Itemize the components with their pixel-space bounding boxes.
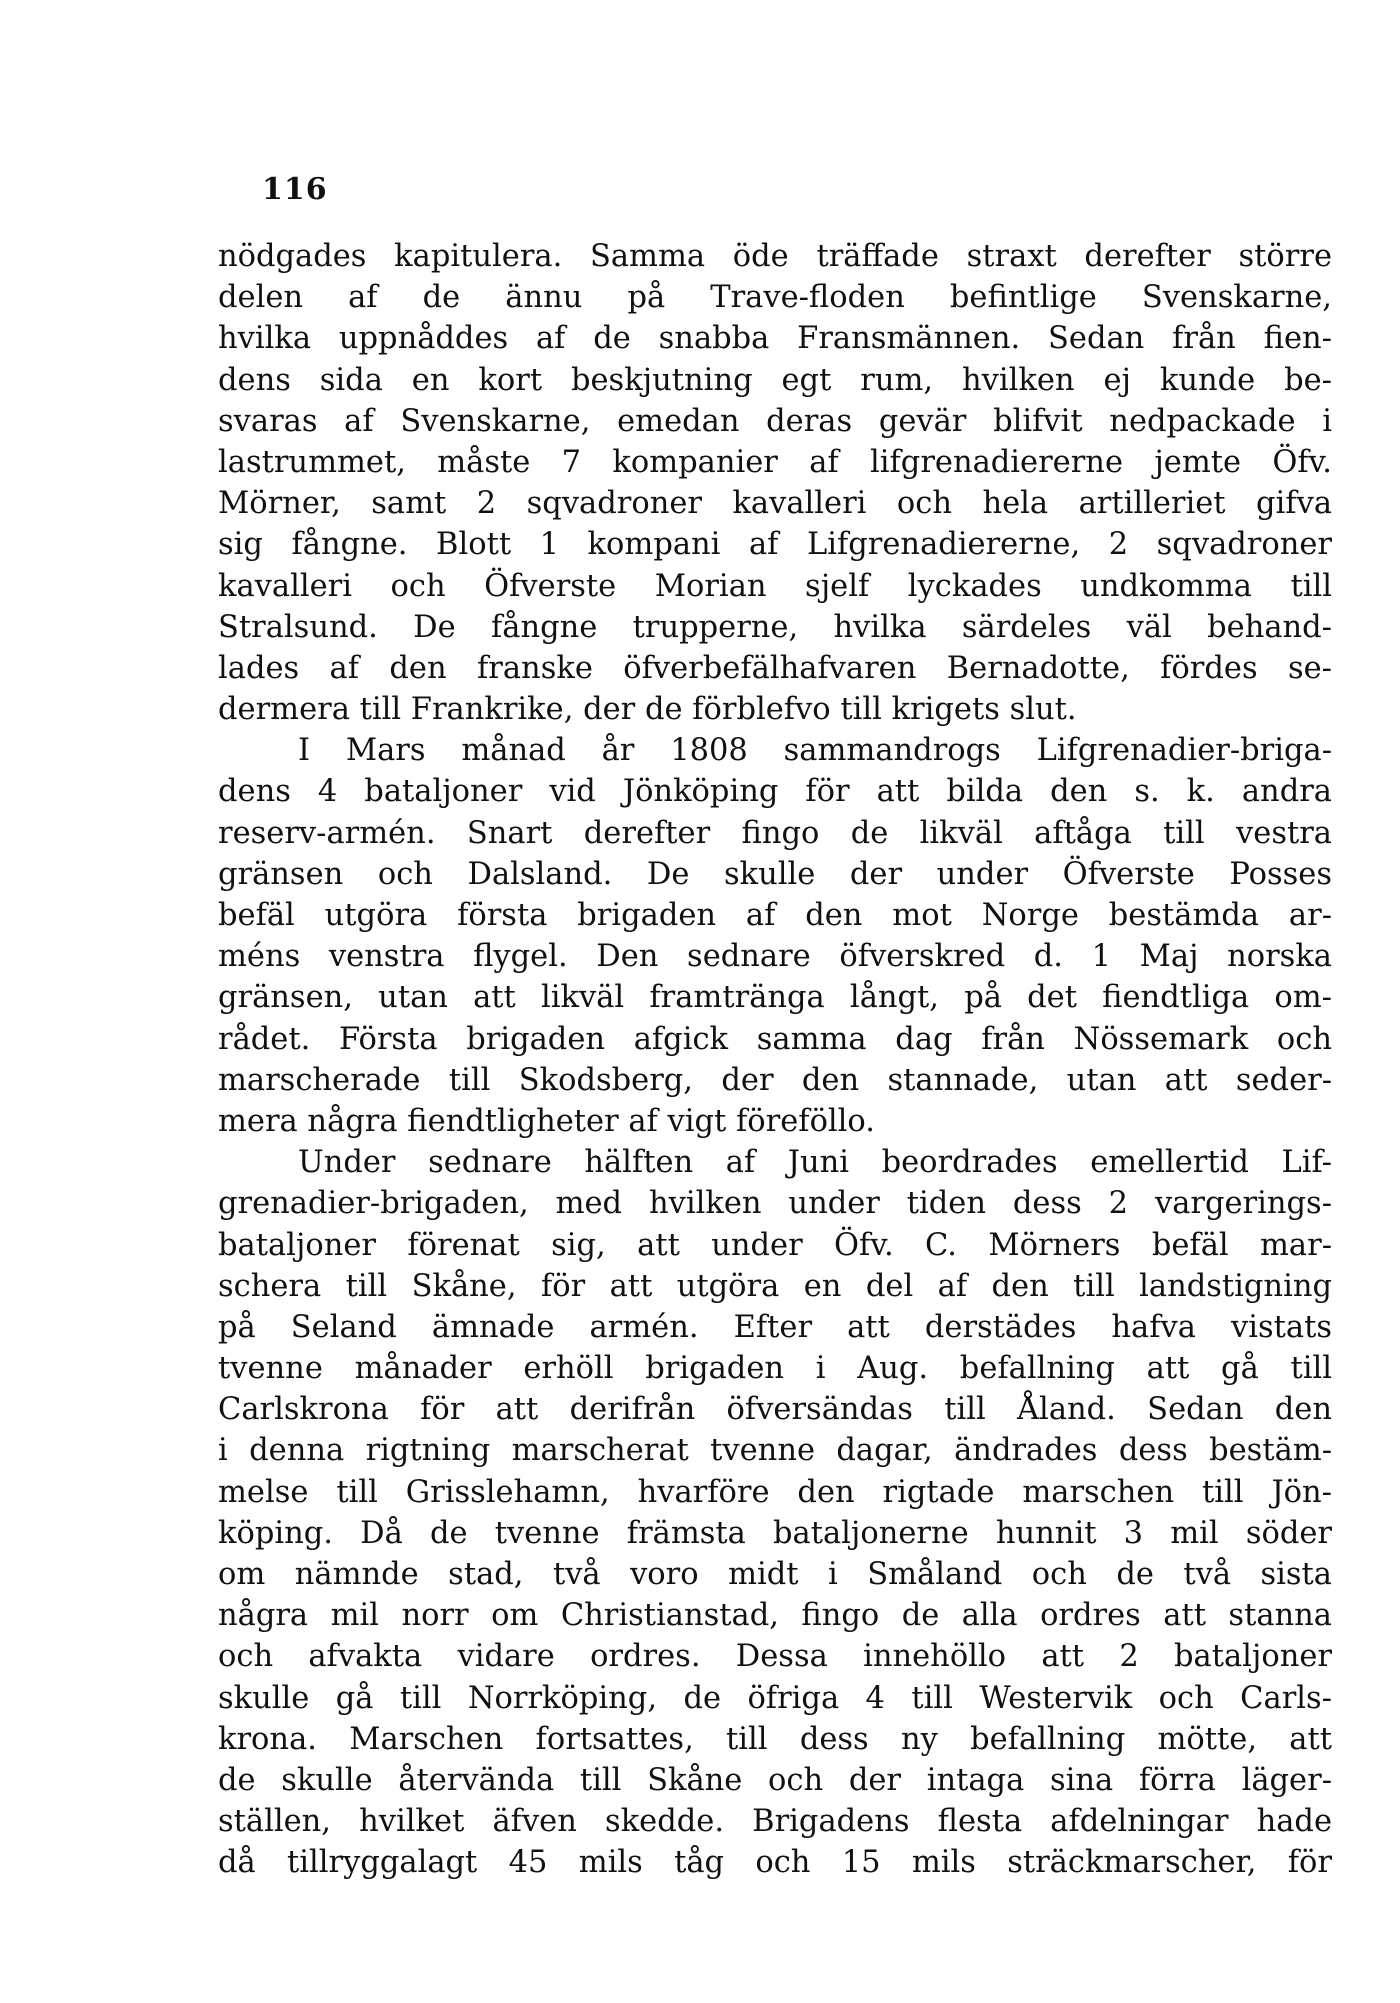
- text-line: reserv-armén. Snart derefter fingo de likväl aftåga till vestra: [218, 815, 1332, 851]
- page-number: 116: [262, 172, 328, 207]
- text-line: sig fångne. Blott 1 kompani af Lifgrenadiererne, 2 sqvadroner: [218, 527, 1332, 563]
- text-line: melse till Grisslehamn, hvarföre den rigtade marschen till Jön-: [218, 1474, 1332, 1510]
- text-line: i denna rigtning marscherat tvenne dagar, ändrades dess bestäm-: [218, 1433, 1332, 1469]
- text-line: på Seland ämnade armén. Efter att derstädes hafva vistats: [218, 1309, 1332, 1345]
- text-line: dens sida en kort beskjutning egt rum, hvilken ej kunde be-: [218, 362, 1332, 398]
- text-line: köping. Då de tvenne främsta bataljonerne hunnit 3 mil söder: [218, 1515, 1332, 1551]
- text-line: några mil norr om Christianstad, fingo de alla ordres att stanna: [218, 1598, 1332, 1634]
- text-line: I Mars månad år 1808 sammandrogs Lifgrenadier-briga-: [298, 733, 1332, 769]
- text-line: nödgades kapitulera. Samma öde träffade straxt derefter större: [218, 239, 1332, 274]
- text-line: svaras af Svenskarne, emedan deras gevär blifvit nedpackade i: [218, 403, 1332, 439]
- text-line: Under sednare hälften af Juni beordrades emellertid Lif-: [298, 1145, 1332, 1181]
- text-line: dermera till Frankrike, der de förblefvo till krigets slut.: [218, 692, 1077, 728]
- text-line: lastrummet, måste 7 kompanier af lifgrenadiererne jemte Öfv.: [218, 444, 1332, 480]
- text-line: Carlskrona för att derifrån öfversändas till Åland. Sedan den: [218, 1392, 1332, 1428]
- text-line: méns venstra flygel. Den sednare öfverskred d. 1 Maj norska: [218, 939, 1332, 975]
- text-line: schera till Skåne, för att utgöra en del af den till landstigning: [218, 1268, 1332, 1304]
- text-line: rådet. Första brigaden afgick samma dag från Nössemark och: [218, 1021, 1332, 1057]
- text-line: tvenne månader erhöll brigaden i Aug. befallning att gå till: [218, 1351, 1332, 1387]
- text-line: hvilka uppnåddes af de snabba Fransmännen. Sedan från fien-: [218, 321, 1332, 357]
- text-line: marscherade till Skodsberg, der den stannade, utan att seder-: [218, 1062, 1332, 1098]
- text-line: dens 4 bataljoner vid Jönköping för att bilda den s. k. andra: [218, 774, 1332, 810]
- text-line: Mörner, samt 2 sqvadroner kavalleri och hela artilleriet gifva: [218, 486, 1332, 522]
- text-line: de skulle återvända till Skåne och der intaga sina förra läger-: [218, 1762, 1332, 1798]
- text-line: delen af de ännu på Trave-floden befintlige Svenskarne,: [218, 280, 1332, 316]
- text-line: kavalleri och Öfverste Morian sjelf lyckades undkomma till: [218, 568, 1332, 604]
- text-line: lades af den franske öfverbefälhafvaren Bernadotte, fördes se-: [218, 650, 1332, 686]
- text-line: mera några fiendtligheter af vigt föreföllo.: [218, 1103, 875, 1139]
- text-line: Stralsund. De fångne trupperne, hvilka särdeles väl behand-: [218, 609, 1332, 645]
- text-line: då tillryggalagt 45 mils tåg och 15 mils sträckmarscher, för: [218, 1845, 1332, 1881]
- text-line: om nämnde stad, två voro midt i Småland och de två sista: [218, 1557, 1332, 1592]
- text-line: krona. Marschen fortsattes, till dess ny befallning mötte, att: [218, 1721, 1332, 1757]
- text-line: befäl utgöra första brigaden af den mot Norge bestämda ar-: [218, 898, 1332, 933]
- text-line: gränsen och Dalsland. De skulle der under Öfverste Posses: [218, 856, 1332, 892]
- text-line: bataljoner förenat sig, att under Öfv. C. Mörners befäl mar-: [218, 1227, 1332, 1263]
- text-line: och afvakta vidare ordres. Dessa innehöllo att 2 bataljoner: [218, 1639, 1332, 1675]
- text-line: grenadier-brigaden, med hvilken under tiden dess 2 vargerings-: [218, 1186, 1332, 1222]
- text-line: ställen, hvilket äfven skedde. Brigadens flesta afdelningar hade: [218, 1804, 1332, 1840]
- body-text: [218, 236, 1332, 1884]
- text-line: gränsen, utan att likväl framtränga långt, på det fiendtliga om-: [218, 980, 1332, 1016]
- text-line: skulle gå till Norrköping, de öfriga 4 till Westervik och Carls-: [218, 1680, 1332, 1716]
